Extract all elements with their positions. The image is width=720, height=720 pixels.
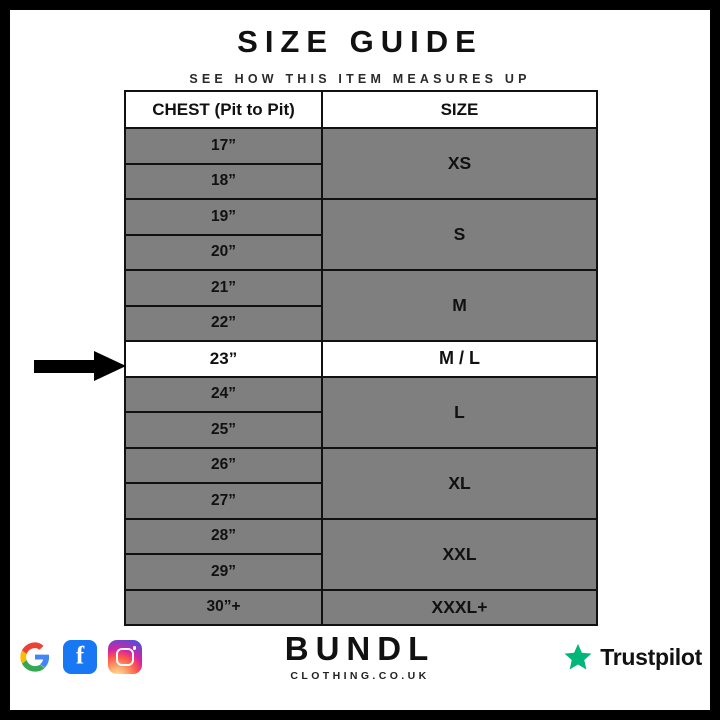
size-cell: XL	[322, 448, 597, 519]
arrow-head	[94, 351, 126, 381]
chest-cell: 22”	[125, 306, 322, 342]
table-row	[125, 377, 597, 413]
size-cell: M / L	[322, 341, 597, 377]
trustpilot-star-icon	[563, 642, 593, 672]
highlight-arrow-icon	[34, 351, 126, 381]
chest-cell: 23”	[125, 341, 322, 377]
trustpilot-label: Trustpilot	[600, 643, 702, 670]
chest-cell: 21”	[125, 270, 322, 306]
chest-cell: 19”	[125, 199, 322, 235]
table-header-row	[125, 91, 597, 128]
table-row	[125, 519, 597, 555]
chest-cell: 18”	[125, 164, 322, 200]
chest-cell: 17”	[125, 128, 322, 164]
size-cell: L	[322, 377, 597, 448]
table-row	[125, 341, 597, 377]
page-subtitle: SEE HOW THIS ITEM MEASURES UP	[189, 72, 531, 86]
table-row	[125, 270, 597, 306]
chest-cell: 30”+	[125, 590, 322, 626]
size-cell: XS	[322, 128, 597, 199]
trustpilot-badge[interactable]	[563, 642, 702, 672]
size-guide-sheet	[10, 10, 710, 710]
table-row	[125, 199, 597, 235]
size-cell: M	[322, 270, 597, 341]
chest-cell: 24”	[125, 377, 322, 413]
chest-cell: 28”	[125, 519, 322, 555]
size-cell: XXL	[322, 519, 597, 590]
table-row	[125, 590, 597, 626]
table-row	[125, 128, 597, 164]
footer	[10, 622, 710, 700]
page-title: SIZE GUIDE	[237, 24, 483, 59]
column-header-chest: CHEST (Pit to Pit)	[125, 91, 322, 128]
chest-cell: 25”	[125, 412, 322, 448]
chest-cell: 26”	[125, 448, 322, 484]
chest-cell: 20”	[125, 235, 322, 271]
column-header-size: SIZE	[322, 91, 597, 128]
size-table	[124, 90, 598, 626]
size-cell: XXXL+	[322, 590, 597, 626]
size-table-head	[125, 91, 597, 128]
chest-cell: 27”	[125, 483, 322, 519]
chest-cell: 29”	[125, 554, 322, 590]
size-table-body	[125, 128, 597, 625]
arrow-shaft	[34, 360, 96, 373]
size-table-wrapper	[124, 90, 596, 626]
brand-name: BUNDL	[284, 630, 436, 667]
brand-website: CLOTHING.CO.UK	[290, 670, 430, 682]
table-row	[125, 448, 597, 484]
size-cell: S	[322, 199, 597, 270]
